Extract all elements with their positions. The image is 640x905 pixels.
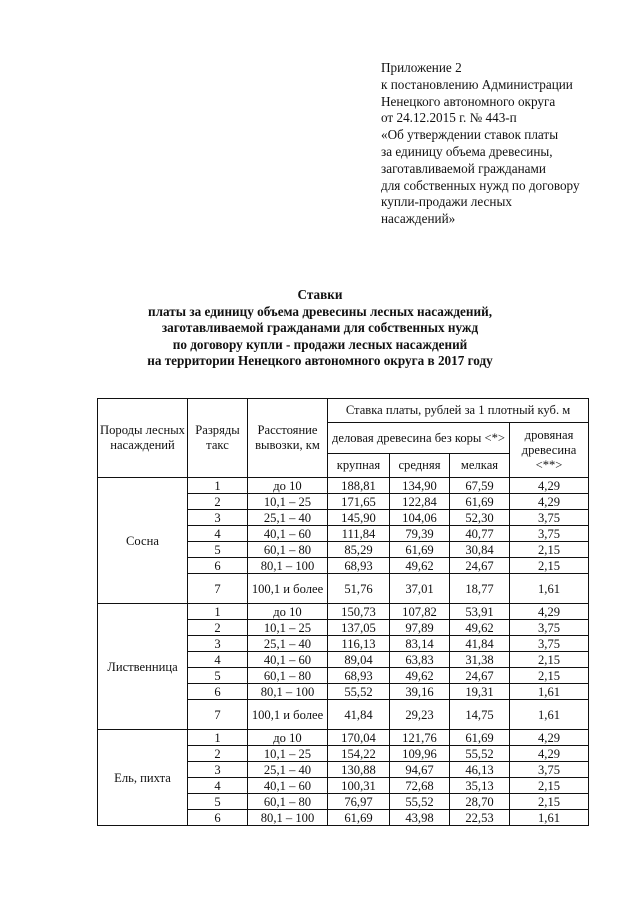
distance-cell: 60,1 – 80 (248, 668, 328, 684)
fuel-cell: 3,75 (510, 510, 589, 526)
medium-cell: 61,69 (390, 542, 450, 558)
large-cell: 85,29 (328, 542, 390, 558)
large-cell: 76,97 (328, 794, 390, 810)
distance-cell: 100,1 и более (248, 700, 328, 730)
small-cell: 55,52 (450, 746, 510, 762)
rates-table-body (98, 478, 589, 826)
small-cell: 61,69 (450, 494, 510, 510)
fuel-cell: 4,29 (510, 730, 589, 746)
title-line: платы за единицу объема древесины лесных насаждений, (148, 303, 492, 319)
large-cell: 130,88 (328, 762, 390, 778)
medium-cell: 121,76 (390, 730, 450, 746)
species-cell: Лиственница (98, 604, 188, 730)
large-cell: 55,52 (328, 684, 390, 700)
small-cell: 46,13 (450, 762, 510, 778)
distance-cell: до 10 (248, 730, 328, 746)
title-line: на территории Ненецкого автономного округа в 2017 году (147, 353, 493, 368)
grade-cell: 3 (188, 636, 248, 652)
small-cell: 19,31 (450, 684, 510, 700)
medium-cell: 37,01 (390, 574, 450, 604)
distance-cell: 25,1 – 40 (248, 762, 328, 778)
small-cell: 14,75 (450, 700, 510, 730)
distance-cell: 80,1 – 100 (248, 810, 328, 826)
grade-cell: 4 (188, 652, 248, 668)
grade-cell: 7 (188, 574, 248, 604)
appendix-line: за единицу объема древесины, (381, 143, 553, 159)
small-cell: 18,77 (450, 574, 510, 604)
medium-cell: 122,84 (390, 494, 450, 510)
species-cell: Сосна (98, 478, 188, 604)
fuel-cell: 3,75 (510, 636, 589, 652)
large-cell: 89,04 (328, 652, 390, 668)
small-cell: 30,84 (450, 542, 510, 558)
header-distance: Расстояние вывозки, км (248, 399, 328, 478)
grade-cell: 1 (188, 604, 248, 620)
grade-cell: 7 (188, 700, 248, 730)
grade-cell: 5 (188, 668, 248, 684)
medium-cell: 49,62 (390, 668, 450, 684)
large-cell: 68,93 (328, 668, 390, 684)
large-cell: 137,05 (328, 620, 390, 636)
document-title (0, 287, 640, 370)
grade-cell: 5 (188, 542, 248, 558)
distance-cell: до 10 (248, 478, 328, 494)
grade-cell: 2 (188, 746, 248, 762)
large-cell: 100,31 (328, 778, 390, 794)
grade-cell: 2 (188, 494, 248, 510)
large-cell: 170,04 (328, 730, 390, 746)
grade-cell: 6 (188, 558, 248, 574)
table-row (98, 604, 589, 620)
large-cell: 41,84 (328, 700, 390, 730)
small-cell: 40,77 (450, 526, 510, 542)
fuel-cell: 3,75 (510, 762, 589, 778)
title-line: заготавливаемой гражданами для собственных нужд (161, 320, 479, 335)
appendix-line: Приложение 2 (381, 60, 462, 75)
grade-cell: 6 (188, 684, 248, 700)
appendix-line: для собственных нужд по договору (381, 177, 580, 193)
header-fuel-wood: дровяная древесина <**> (510, 423, 589, 478)
grade-cell: 4 (188, 778, 248, 794)
title-line: Ставки (297, 287, 343, 302)
small-cell: 41,84 (450, 636, 510, 652)
distance-cell: 40,1 – 60 (248, 778, 328, 794)
fuel-cell: 1,61 (510, 684, 589, 700)
appendix-line: насаждений» (381, 211, 456, 227)
medium-cell: 29,23 (390, 700, 450, 730)
large-cell: 61,69 (328, 810, 390, 826)
small-cell: 24,67 (450, 668, 510, 684)
grade-cell: 3 (188, 510, 248, 526)
header-small: мелкая (450, 454, 510, 478)
medium-cell: 43,98 (390, 810, 450, 826)
species-cell: Ель, пихта (98, 730, 188, 826)
large-cell: 150,73 (328, 604, 390, 620)
header-large: крупная (328, 454, 390, 478)
small-cell: 61,69 (450, 730, 510, 746)
fuel-cell: 3,75 (510, 620, 589, 636)
header-rate: Ставка платы, рублей за 1 плотный куб. м (328, 399, 589, 423)
small-cell: 53,91 (450, 604, 510, 620)
fuel-cell: 4,29 (510, 746, 589, 762)
small-cell: 24,67 (450, 558, 510, 574)
distance-cell: 60,1 – 80 (248, 542, 328, 558)
distance-cell: 25,1 – 40 (248, 510, 328, 526)
distance-cell: 60,1 – 80 (248, 794, 328, 810)
grade-cell: 5 (188, 794, 248, 810)
medium-cell: 104,06 (390, 510, 450, 526)
large-cell: 171,65 (328, 494, 390, 510)
fuel-cell: 2,15 (510, 778, 589, 794)
appendix-reference (381, 60, 631, 228)
fuel-cell: 4,29 (510, 478, 589, 494)
large-cell: 51,76 (328, 574, 390, 604)
fuel-cell: 2,15 (510, 794, 589, 810)
table-row (98, 478, 589, 494)
medium-cell: 94,67 (390, 762, 450, 778)
distance-cell: 100,1 и более (248, 574, 328, 604)
rates-table (97, 398, 589, 826)
appendix-line: заготавливаемой гражданами (381, 160, 546, 176)
fuel-cell: 2,15 (510, 652, 589, 668)
medium-cell: 39,16 (390, 684, 450, 700)
large-cell: 145,90 (328, 510, 390, 526)
distance-cell: 25,1 – 40 (248, 636, 328, 652)
distance-cell: 80,1 – 100 (248, 684, 328, 700)
header-medium: средняя (390, 454, 450, 478)
large-cell: 68,93 (328, 558, 390, 574)
distance-cell: 40,1 – 60 (248, 526, 328, 542)
grade-cell: 4 (188, 526, 248, 542)
appendix-line: купли-продажи лесных (381, 194, 512, 210)
appendix-line: от 24.12.2015 г. № 443-п (381, 110, 517, 126)
fuel-cell: 2,15 (510, 558, 589, 574)
small-cell: 49,62 (450, 620, 510, 636)
small-cell: 35,13 (450, 778, 510, 794)
medium-cell: 107,82 (390, 604, 450, 620)
title-line: по договору купли - продажи лесных насаждений (172, 336, 468, 352)
grade-cell: 3 (188, 762, 248, 778)
distance-cell: 10,1 – 25 (248, 746, 328, 762)
distance-cell: до 10 (248, 604, 328, 620)
grade-cell: 6 (188, 810, 248, 826)
fuel-cell: 4,29 (510, 494, 589, 510)
medium-cell: 83,14 (390, 636, 450, 652)
distance-cell: 80,1 – 100 (248, 558, 328, 574)
appendix-line: к постановлению Администрации (381, 76, 573, 92)
grade-cell: 1 (188, 730, 248, 746)
appendix-line: «Об утверждении ставок платы (381, 127, 559, 143)
grade-cell: 1 (188, 478, 248, 494)
grade-cell: 2 (188, 620, 248, 636)
medium-cell: 55,52 (390, 794, 450, 810)
large-cell: 111,84 (328, 526, 390, 542)
small-cell: 67,59 (450, 478, 510, 494)
medium-cell: 63,83 (390, 652, 450, 668)
header-grade: Разряды такс (188, 399, 248, 478)
fuel-cell: 4,29 (510, 604, 589, 620)
small-cell: 22,53 (450, 810, 510, 826)
fuel-cell: 3,75 (510, 526, 589, 542)
header-business-wood: деловая древесина без коры <*> (328, 423, 510, 454)
fuel-cell: 1,61 (510, 810, 589, 826)
small-cell: 28,70 (450, 794, 510, 810)
header-species: Породы лесных насаждений (98, 399, 188, 478)
appendix-line: Ненецкого автономного округа (381, 93, 556, 109)
small-cell: 31,38 (450, 652, 510, 668)
medium-cell: 72,68 (390, 778, 450, 794)
medium-cell: 49,62 (390, 558, 450, 574)
distance-cell: 10,1 – 25 (248, 494, 328, 510)
fuel-cell: 1,61 (510, 700, 589, 730)
large-cell: 154,22 (328, 746, 390, 762)
large-cell: 116,13 (328, 636, 390, 652)
table-row (98, 730, 589, 746)
distance-cell: 40,1 – 60 (248, 652, 328, 668)
medium-cell: 79,39 (390, 526, 450, 542)
large-cell: 188,81 (328, 478, 390, 494)
distance-cell: 10,1 – 25 (248, 620, 328, 636)
fuel-cell: 2,15 (510, 668, 589, 684)
medium-cell: 97,89 (390, 620, 450, 636)
medium-cell: 134,90 (390, 478, 450, 494)
fuel-cell: 2,15 (510, 542, 589, 558)
small-cell: 52,30 (450, 510, 510, 526)
medium-cell: 109,96 (390, 746, 450, 762)
fuel-cell: 1,61 (510, 574, 589, 604)
